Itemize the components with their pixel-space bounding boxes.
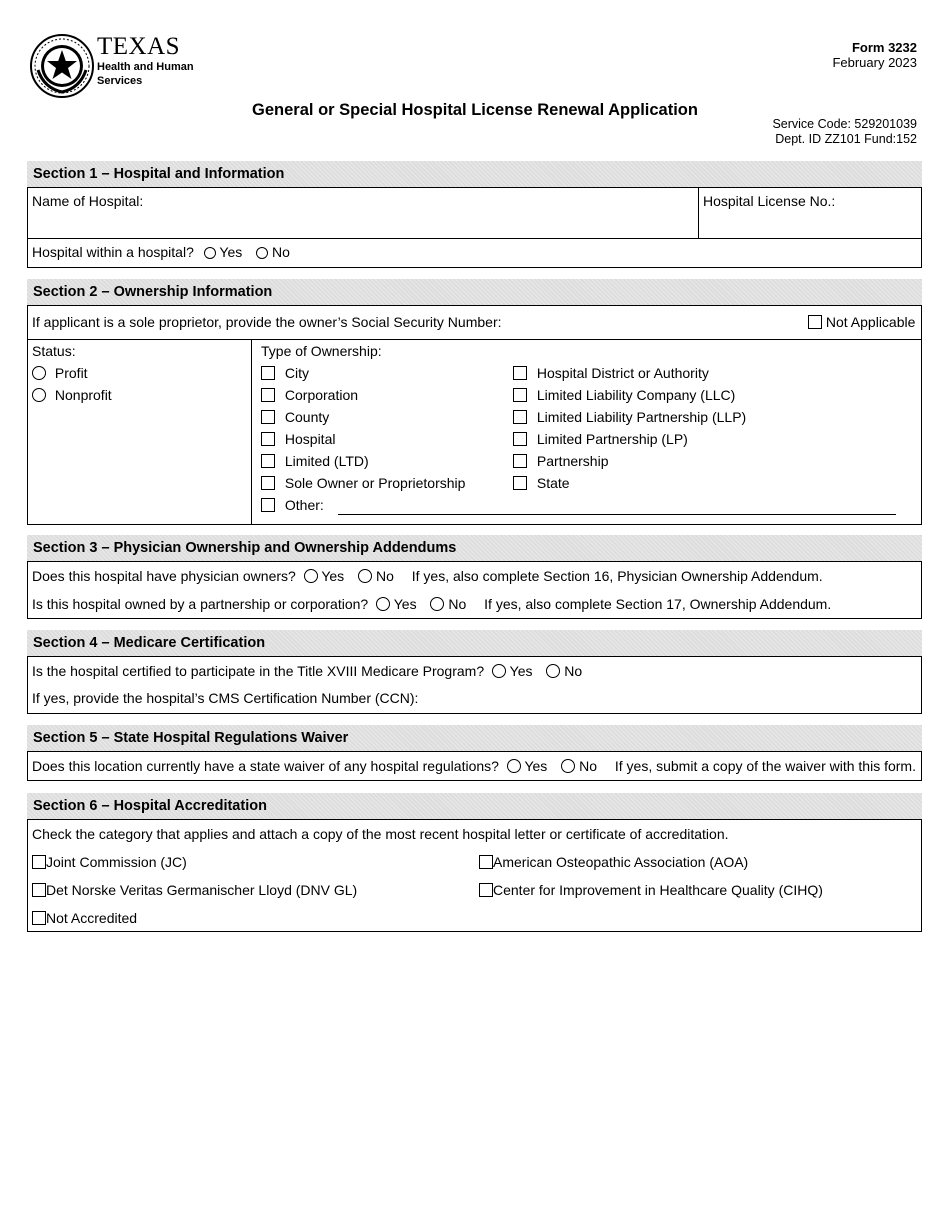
ownership-sole-owner-row <box>261 475 465 491</box>
waiver-yes-radio[interactable] <box>507 759 521 773</box>
service-code-block <box>772 117 917 147</box>
profit-radio[interactable] <box>32 366 46 380</box>
ownership-llp-row <box>513 409 746 425</box>
status-profit-row <box>32 365 88 381</box>
ownership-other-label: Other: <box>284 497 324 513</box>
accreditation-aoa-label: American Osteopathic Association (AOA) <box>493 854 749 870</box>
form-number: Form 3232 <box>851 40 917 55</box>
physician-owners-question: Does this hospital have physician owners? <box>32 568 296 584</box>
physician-owners-yes-label: Yes <box>321 568 345 584</box>
accreditation-instruction: Check the category that applies and attach a copy of the most recent hospital letter or certificate of accreditation. <box>32 826 729 842</box>
license-number-label: Hospital License No.: <box>703 193 836 209</box>
dept-id: Dept. ID ZZ101 Fund:152 <box>775 132 917 146</box>
accreditation-none-checkbox[interactable] <box>32 911 46 925</box>
ownership-llc-row <box>513 387 735 403</box>
physician-owners-no-radio[interactable] <box>358 569 372 583</box>
ownership-district-label: Hospital District or Authority <box>536 365 709 381</box>
ownership-state-row <box>513 475 570 491</box>
status-label: Status: <box>32 343 76 359</box>
accreditation-none-row <box>32 910 137 926</box>
not-applicable-label: Not Applicable <box>825 314 916 330</box>
hwh-label: Hospital within a hospital? <box>32 244 194 260</box>
waiver-yes-label: Yes <box>524 758 548 774</box>
hospital-name-field[interactable] <box>28 188 698 238</box>
hwh-yes-radio[interactable] <box>204 247 216 259</box>
ownership-city-checkbox[interactable] <box>261 366 275 380</box>
partnership-owned-question: Is this hospital owned by a partnership or corporation? <box>32 596 369 612</box>
partnership-owned-no-label: No <box>448 596 467 612</box>
accreditation-aoa-row <box>479 854 748 870</box>
ssn-label: If applicant is a sole proprietor, provide the owner’s Social Security Number: <box>32 314 502 330</box>
partnership-owned-yes-label: Yes <box>393 596 417 612</box>
waiver-note: If yes, submit a copy of the waiver with this form. <box>614 758 916 774</box>
ownership-lp-checkbox[interactable] <box>513 432 527 446</box>
accreditation-jc-checkbox[interactable] <box>32 855 46 869</box>
ownership-city-row <box>261 365 309 381</box>
partnership-owned-yes-radio[interactable] <box>376 597 390 611</box>
section-2-box <box>27 305 922 525</box>
hwh-no-radio[interactable] <box>256 247 268 259</box>
accreditation-cihq-row <box>479 882 823 898</box>
accreditation-jc-row <box>32 854 187 870</box>
ownership-sole-owner-label: Sole Owner or Proprietorship <box>284 475 466 491</box>
waiver-row <box>32 758 916 774</box>
logo-line2: Services <box>97 75 143 87</box>
medicare-question: Is the hospital certified to participate in the Title XVIII Medicare Program? <box>32 663 485 679</box>
section-4-box <box>27 656 922 714</box>
not-applicable-row <box>808 314 915 330</box>
license-number-field[interactable] <box>699 188 921 238</box>
ownership-partnership-checkbox[interactable] <box>513 454 527 468</box>
accreditation-cihq-checkbox[interactable] <box>479 883 493 897</box>
waiver-question: Does this location currently have a state waiver of any hospital regulations? <box>32 758 499 774</box>
section-1-box <box>27 187 922 268</box>
accreditation-dnv-label: Det Norske Veritas Germanischer Lloyd (DNV GL) <box>46 882 358 898</box>
ownership-city-label: City <box>284 365 310 381</box>
partnership-owned-no-radio[interactable] <box>430 597 444 611</box>
ownership-corporation-label: Corporation <box>284 387 359 403</box>
form-date: February 2023 <box>832 55 917 70</box>
section-3-header: Section 3 – Physician Ownership and Ownership Addendums <box>27 535 922 561</box>
ownership-sole-owner-checkbox[interactable] <box>261 476 275 490</box>
ownership-ltd-checkbox[interactable] <box>261 454 275 468</box>
ownership-lp-row <box>513 431 688 447</box>
physician-owners-row <box>32 568 823 584</box>
ownership-type-label: Type of Ownership: <box>261 343 382 359</box>
ownership-llc-checkbox[interactable] <box>513 388 527 402</box>
logo-line1: Health and Human <box>97 61 194 73</box>
ownership-ltd-row <box>261 453 369 469</box>
accreditation-jc-label: Joint Commission (JC) <box>46 854 187 870</box>
ownership-hospital-checkbox[interactable] <box>261 432 275 446</box>
ownership-corporation-checkbox[interactable] <box>261 388 275 402</box>
physician-owners-no-label: No <box>375 568 394 584</box>
accreditation-dnv-row <box>32 882 357 898</box>
physician-owners-yes-radio[interactable] <box>304 569 318 583</box>
accreditation-cihq-label: Center for Improvement in Healthcare Quality (CIHQ) <box>493 882 823 898</box>
profit-label: Profit <box>54 365 88 381</box>
medicare-yes-label: Yes <box>509 663 533 679</box>
accreditation-dnv-checkbox[interactable] <box>32 883 46 897</box>
section-1-header: Section 1 – Hospital and Information <box>27 161 922 187</box>
nonprofit-label: Nonprofit <box>54 387 112 403</box>
not-applicable-checkbox[interactable] <box>808 315 822 329</box>
logo-main-text: TEXAS <box>97 33 181 60</box>
ccn-field[interactable] <box>458 685 918 711</box>
hhs-logo <box>30 34 200 100</box>
ownership-other-row <box>261 497 324 513</box>
texas-seal-icon <box>30 34 94 98</box>
waiver-no-label: No <box>579 758 597 774</box>
hwh-yes-label: Yes <box>219 244 243 260</box>
accreditation-none-label: Not Accredited <box>46 910 138 926</box>
hwh-row <box>32 244 290 260</box>
ownership-other-checkbox[interactable] <box>261 498 275 512</box>
waiver-no-radio[interactable] <box>561 759 575 773</box>
ownership-partnership-row <box>513 453 608 469</box>
section-3-box <box>27 561 922 619</box>
ccn-label: If yes, provide the hospital’s CMS Certification Number (CCN): <box>32 690 419 706</box>
medicare-no-label: No <box>564 663 583 679</box>
section-6-header: Section 6 – Hospital Accreditation <box>27 793 922 819</box>
section-2-header: Section 2 – Ownership Information <box>27 279 922 305</box>
form-number-block <box>832 40 917 70</box>
ownership-district-row <box>513 365 709 381</box>
ownership-corporation-row <box>261 387 358 403</box>
accreditation-aoa-checkbox[interactable] <box>479 855 493 869</box>
physician-owners-note: If yes, also complete Section 16, Physician Ownership Addendum. <box>411 568 823 584</box>
ownership-ltd-label: Limited (LTD) <box>284 453 369 469</box>
medicare-no-radio[interactable] <box>546 664 560 678</box>
medicare-row <box>32 663 582 679</box>
ownership-state-checkbox[interactable] <box>513 476 527 490</box>
ownership-district-checkbox[interactable] <box>513 366 527 380</box>
status-nonprofit-row <box>32 387 112 403</box>
ownership-llc-label: Limited Liability Company (LLC) <box>536 387 736 403</box>
ownership-other-field[interactable] <box>338 514 896 515</box>
ownership-llp-label: Limited Liability Partnership (LLP) <box>536 409 747 425</box>
section-6-box <box>27 819 922 932</box>
ownership-county-label: County <box>284 409 330 425</box>
medicare-yes-radio[interactable] <box>492 664 506 678</box>
ownership-llp-checkbox[interactable] <box>513 410 527 424</box>
ownership-partnership-label: Partnership <box>536 453 609 469</box>
partnership-owned-row <box>32 596 831 612</box>
section-5-box <box>27 751 922 781</box>
hwh-no-label: No <box>272 244 290 260</box>
partnership-owned-note: If yes, also complete Section 17, Ownership Addendum. <box>484 596 832 612</box>
nonprofit-radio[interactable] <box>32 388 46 402</box>
service-code: Service Code: 529201039 <box>772 117 917 131</box>
ownership-state-label: State <box>536 475 570 491</box>
ownership-lp-label: Limited Partnership (LP) <box>536 431 688 447</box>
ownership-hospital-label: Hospital <box>284 431 336 447</box>
page-title: General or Special Hospital License Renewal Application <box>252 101 698 119</box>
hospital-name-label: Name of Hospital: <box>32 193 144 209</box>
section-5-header: Section 5 – State Hospital Regulations Waiver <box>27 725 922 751</box>
section-4-header: Section 4 – Medicare Certification <box>27 630 922 656</box>
ownership-county-checkbox[interactable] <box>261 410 275 424</box>
ownership-hospital-row <box>261 431 335 447</box>
ownership-county-row <box>261 409 329 425</box>
